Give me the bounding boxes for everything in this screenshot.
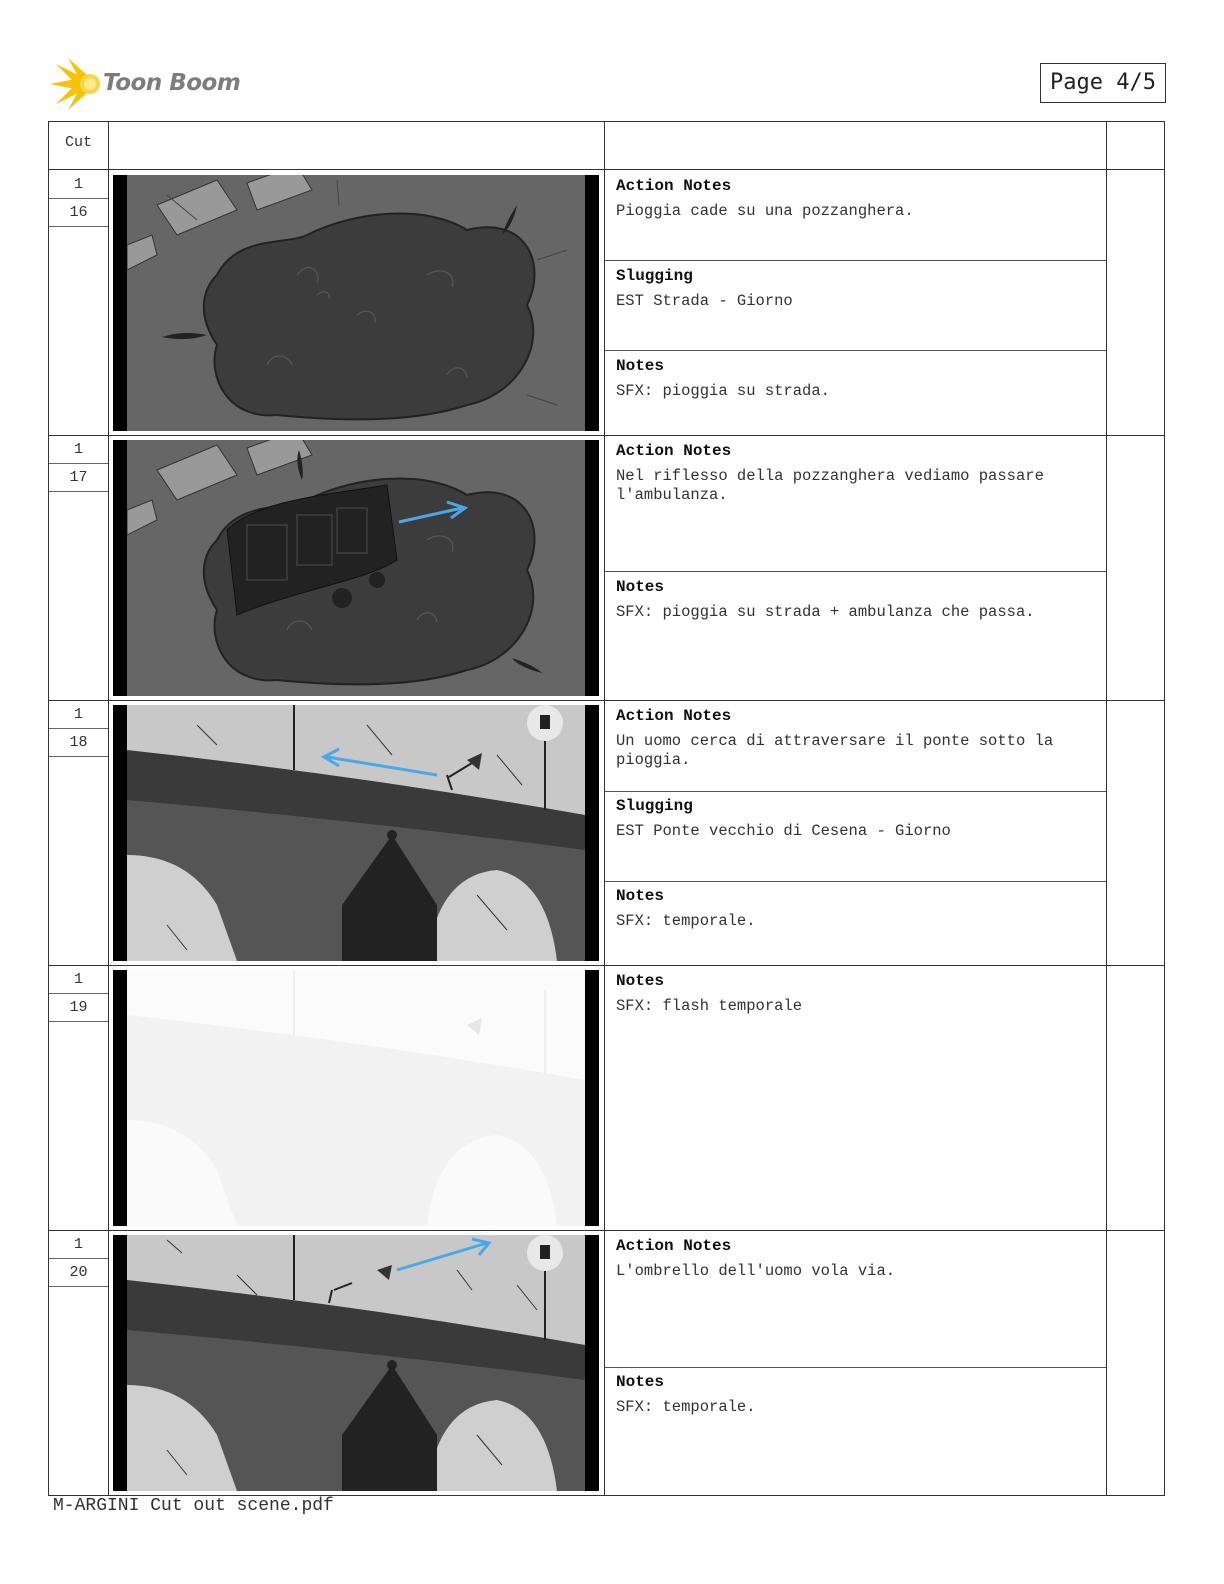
bridge-umbrella-flying-drawing-icon xyxy=(127,1235,585,1491)
row-divider xyxy=(49,169,1164,170)
note-text: SFX: pioggia su strada + ambulanza che passa. xyxy=(616,603,1035,621)
cut-number-cell xyxy=(49,436,108,492)
cut-column-header: Cut xyxy=(64,134,92,151)
cut-number-cell xyxy=(49,1231,108,1287)
panel-number: 16 xyxy=(49,199,108,227)
note-notes-18 xyxy=(616,887,1106,931)
panel-image-19 xyxy=(113,970,599,1226)
note-title: Notes xyxy=(616,887,665,905)
note-title: Action Notes xyxy=(616,442,732,460)
note-divider xyxy=(605,350,1106,351)
panel-number: 18 xyxy=(49,729,108,757)
note-text: SFX: pioggia su strada. xyxy=(616,382,830,400)
bridge-flash-drawing-icon xyxy=(127,970,585,1226)
row-divider xyxy=(49,700,1164,701)
bridge-man-umbrella-drawing-icon xyxy=(127,705,585,961)
note-slugging-16 xyxy=(616,267,1106,311)
note-divider xyxy=(605,791,1106,792)
note-notes-17 xyxy=(616,578,1106,622)
cut-number-cell xyxy=(49,701,108,757)
note-action-18 xyxy=(616,707,1106,770)
cut-number-cell xyxy=(49,966,108,1022)
panel-image-16 xyxy=(113,175,599,431)
note-text: SFX: temporale. xyxy=(616,912,756,930)
panel-number: 17 xyxy=(49,464,108,492)
footer-filename: M-ARGINI Cut out scene.pdf xyxy=(53,1496,334,1516)
row-divider xyxy=(49,1230,1164,1231)
note-title: Slugging xyxy=(616,267,693,285)
scene-number: 1 xyxy=(49,966,108,994)
note-title: Notes xyxy=(616,578,665,596)
note-text: Pioggia cade su una pozzanghera. xyxy=(616,202,914,220)
note-title: Notes xyxy=(616,1373,665,1391)
page-indicator: Page 4/5 xyxy=(1040,63,1166,103)
panel-image-17 xyxy=(113,440,599,696)
note-divider xyxy=(605,571,1106,572)
note-notes-16 xyxy=(616,357,1106,401)
column-divider xyxy=(604,122,605,1495)
note-title: Notes xyxy=(616,972,665,990)
scene-number: 1 xyxy=(49,171,108,199)
note-divider xyxy=(605,881,1106,882)
note-divider xyxy=(605,260,1106,261)
note-text: Nel riflesso della pozzanghera vediamo passare l'ambulanza. xyxy=(616,467,1044,504)
note-title: Action Notes xyxy=(616,177,732,195)
scene-number: 1 xyxy=(49,1231,108,1259)
note-notes-19 xyxy=(616,972,1106,1016)
cut-number-cell xyxy=(49,171,108,227)
note-text: SFX: temporale. xyxy=(616,1398,756,1416)
panel-number: 19 xyxy=(49,994,108,1022)
column-divider xyxy=(1106,122,1107,1495)
scene-number: 1 xyxy=(49,701,108,729)
panel-image-20 xyxy=(113,1235,599,1491)
note-action-20 xyxy=(616,1237,1106,1281)
column-divider xyxy=(108,122,109,1495)
note-title: Action Notes xyxy=(616,1237,732,1255)
note-text: Un uomo cerca di attraversare il ponte sotto la pioggia. xyxy=(616,732,1054,769)
note-slugging-18 xyxy=(616,797,1106,841)
note-text: SFX: flash temporale xyxy=(616,997,803,1015)
note-action-16 xyxy=(616,177,1106,221)
note-divider xyxy=(605,1367,1106,1368)
note-text: EST Strada - Giorno xyxy=(616,292,793,310)
note-text: L'ombrello dell'uomo vola via. xyxy=(616,1262,896,1280)
puddle-rain-drawing-icon xyxy=(127,175,585,431)
puddle-ambulance-reflection-drawing-icon xyxy=(127,440,585,696)
note-title: Slugging xyxy=(616,797,693,815)
panel-number: 20 xyxy=(49,1259,108,1287)
row-divider xyxy=(49,435,1164,436)
panel-image-18 xyxy=(113,705,599,961)
storyboard-table xyxy=(48,121,1165,1496)
note-title: Action Notes xyxy=(616,707,732,725)
row-divider xyxy=(49,965,1164,966)
note-title: Notes xyxy=(616,357,665,375)
brand-name: Toon Boom xyxy=(103,70,241,96)
note-notes-20 xyxy=(616,1373,1106,1417)
note-action-17 xyxy=(616,442,1106,505)
note-text: EST Ponte vecchio di Cesena - Giorno xyxy=(616,822,951,840)
scene-number: 1 xyxy=(49,436,108,464)
